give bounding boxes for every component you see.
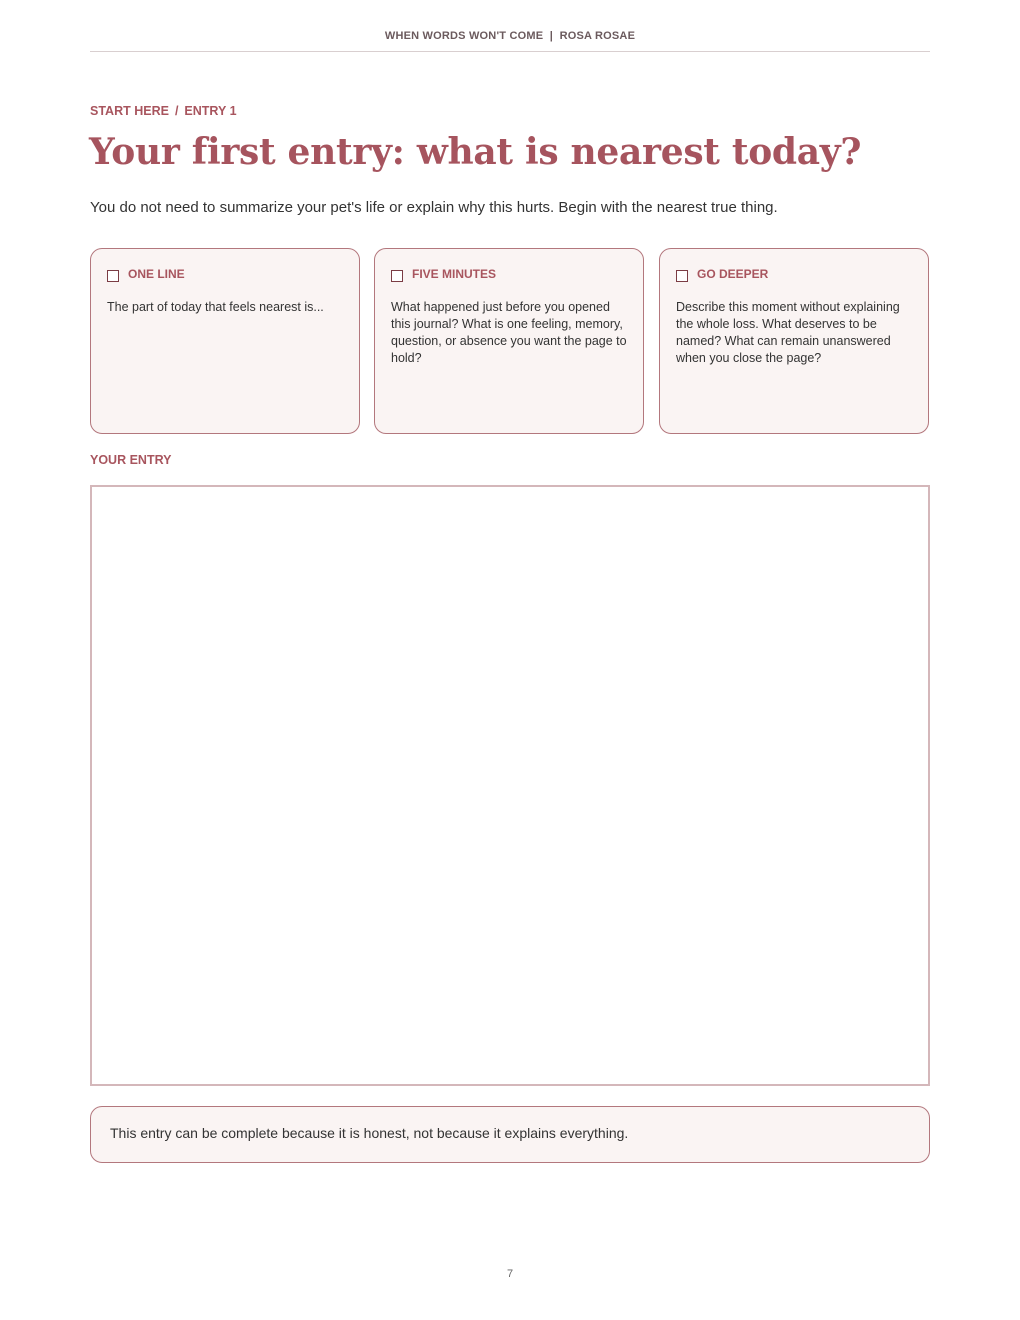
option-prompt: What happened just before you opened this journal? What is one feeling, memory, question, or absence you want the page to hold? [391, 300, 627, 365]
checkbox-go-deeper[interactable] [676, 270, 688, 282]
option-card-five-minutes[interactable] [374, 248, 644, 434]
breadcrumb-section: START HERE [90, 104, 169, 118]
intro-text: You do not need to summarize your pet's life or explain why this hurts. Begin with the nearest true thing. [90, 199, 778, 216]
author-name: ROSA ROSAE [559, 30, 636, 42]
option-card-header [676, 265, 912, 283]
running-header [90, 30, 930, 42]
option-prompt: The part of today that feels nearest is... [107, 300, 324, 314]
option-card-header [107, 265, 343, 283]
checkbox-one-line[interactable] [107, 270, 119, 282]
breadcrumb-entry: ENTRY 1 [184, 104, 237, 118]
book-title: WHEN WORDS WON'T COME [384, 30, 544, 42]
page-number: 7 [506, 1268, 514, 1280]
option-card-header [391, 265, 627, 283]
option-card-go-deeper[interactable] [659, 248, 929, 434]
breadcrumb-separator: / [174, 104, 179, 118]
breadcrumb [90, 104, 237, 118]
checkbox-five-minutes[interactable] [391, 270, 403, 282]
header-separator: | [549, 30, 554, 42]
option-label: GO DEEPER [697, 267, 769, 281]
entry-section-label: YOUR ENTRY [90, 453, 172, 467]
header-divider [90, 51, 930, 52]
closing-note-text: This entry can be complete because it is honest, not because it explains everything. [110, 1125, 629, 1141]
option-label: ONE LINE [128, 267, 185, 281]
option-prompt: Describe this moment without explaining the whole loss. What deserves to be named? What can remain unanswered when you close the page? [676, 300, 900, 365]
closing-note [90, 1106, 930, 1163]
page-title: Your first entry: what is nearest today? [89, 131, 862, 173]
entry-writing-area[interactable] [90, 485, 930, 1086]
option-card-one-line[interactable] [90, 248, 360, 434]
option-label: FIVE MINUTES [412, 267, 497, 281]
